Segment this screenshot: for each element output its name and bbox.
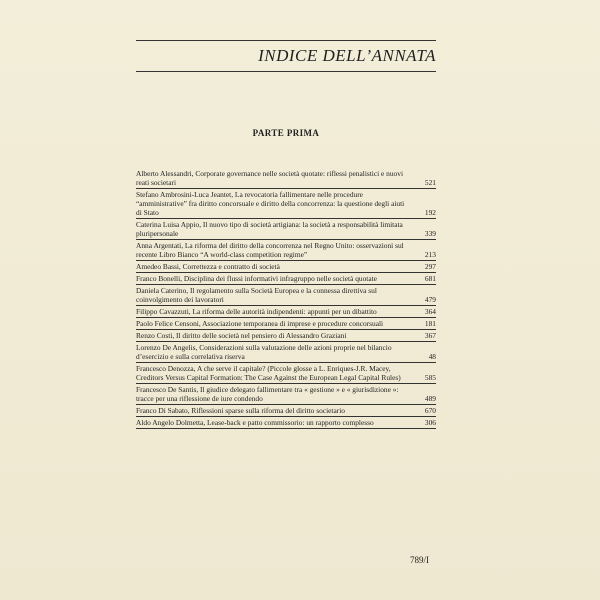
- index-entry: [136, 285, 436, 306]
- page-number: 48: [428, 352, 436, 361]
- page-number: 192: [424, 208, 436, 217]
- entry-text: Daniela Caterino, Il regolamento sulla Società Europea e la connessa direttiva sul coinvolgimento dei lavoratori: [136, 286, 377, 304]
- index-entry: [136, 318, 436, 330]
- entry-text: Franco Di Sabato, Riflessioni sparse sulla riforma del diritto societario: [136, 406, 345, 415]
- index-entry: [136, 306, 436, 318]
- page-footer-number: 789/I: [410, 555, 429, 565]
- entry-text: Aldo Angelo Dolmetta, Lease-back e patto commissorio: un rapporto complesso: [136, 418, 374, 427]
- index-entry: [136, 342, 436, 363]
- index-list: [136, 168, 436, 429]
- page-number: 339: [424, 229, 436, 238]
- entry-text: Lorenzo De Angelis, Considerazioni sulla valutazione delle azioni proprie nel bilancio d’esercizio e sulla correlativa riserva: [136, 343, 392, 361]
- page-number: 367: [424, 331, 436, 340]
- index-entry: [136, 405, 436, 417]
- entry-text: Stefano Ambrosini-Luca Jeantet, La revocatoria fallimentare nelle procedure “amministrative” fra diritto concorsuale e diritto della concorrenza: la questione degli aiuti di Stato: [136, 190, 405, 217]
- page-number: 585: [424, 373, 436, 382]
- index-entry: [136, 330, 436, 342]
- top-rule: [136, 40, 436, 41]
- page-number: 364: [424, 307, 436, 316]
- index-entry: [136, 417, 436, 429]
- entry-text: Amedeo Bassi, Correttezza e contratto di società: [136, 262, 280, 271]
- entry-text: Franco Bonelli, Disciplina dei flussi informativi infragruppo nelle società quotate: [136, 274, 377, 283]
- page-number: 306: [424, 418, 436, 427]
- index-entry: [136, 168, 436, 189]
- page-number: 521: [424, 178, 436, 187]
- entry-text: Filippo Cavazzuti, La riforma delle autorità indipendenti: appunti per un dibattito: [136, 307, 377, 316]
- index-entry: [136, 219, 436, 240]
- page-number: 479: [424, 295, 436, 304]
- page-number: 670: [424, 406, 436, 415]
- entry-text: Alberto Alessandri, Corporate governance nelle società quotate: riflessi penalistici e nuovi reati societari: [136, 169, 404, 187]
- page-number: 181: [424, 319, 436, 328]
- page-title: INDICE DELL’ANNATA: [258, 46, 436, 65]
- index-entry: [136, 273, 436, 285]
- entry-text: Renzo Costi, Il diritto delle società nel pensiero di Alessandro Graziani: [136, 331, 347, 340]
- index-entry: [136, 261, 436, 273]
- section-heading: PARTE PRIMA: [252, 128, 320, 138]
- page-number: 297: [424, 262, 436, 271]
- index-entry: [136, 240, 436, 261]
- index-entry: [136, 363, 436, 384]
- title-underline: [136, 71, 436, 72]
- entry-text: Caterina Luisa Appio, Il nuovo tipo di società artigiana: la società a responsabilità limitata pluripersonale: [136, 220, 403, 238]
- entry-text: Francesco Denozza, A che serve il capitale? (Piccole glosse a L. Enriques-J.R. Macey, Creditors Versus Capital Formation: The Case Against the European Legal Capital Rules): [136, 364, 401, 382]
- entry-text: Francesco De Santis, Il giudice delegato fallimentare tra « gestione » e « giurisdizione »: tracce per una riflessione de iure condendo: [136, 385, 399, 403]
- page-number: 489: [424, 394, 436, 403]
- page-number: 681: [424, 274, 436, 283]
- index-entry: [136, 384, 436, 405]
- page-number: 213: [424, 250, 436, 259]
- entry-text: Anna Argentati, La riforma del diritto della concorrenza nel Regno Unito: osservazioni sul recente Libro Bianco “A world-class competition regime”: [136, 241, 404, 259]
- entry-text: Paolo Felice Censoni, Associazione temporanea di imprese e procedure concorsuali: [136, 319, 384, 328]
- index-entry: [136, 189, 436, 219]
